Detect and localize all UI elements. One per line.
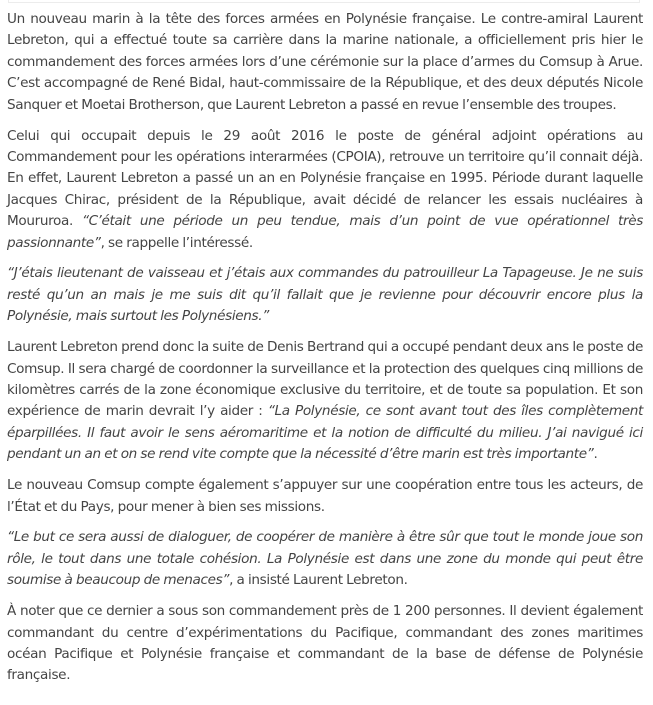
paragraph-conclusion — [7, 601, 643, 687]
paragraph-succession — [7, 337, 643, 465]
quote-tense-period: “C’était une période un peu tendue, mais d’un point de vue opérationnel très passionnante” — [7, 213, 643, 251]
paragraph-intro-text: Un nouveau marin à la tête des forces armées en Polynésie française. Le contre-amiral Laurent Lebreton, qui a effectué toute sa carrière dans la marine nationale, a officiellement pris hier le commandement des forces armées lors d’une cérémonie sur la place d’armes du Comsup à Arue. C’est accompagné de René Bidal, haut-commissaire de la République, et des deux députés Nicole Sanquer et Moetai Brotherson, que Laurent Lebreton a passé en revue l’ensemble des troupes. — [7, 11, 643, 113]
top-divider — [8, 0, 640, 3]
paragraph-cooperation — [7, 475, 643, 518]
paragraph-intro — [7, 9, 643, 116]
paragraph-quote-dialogue-tail: , a insisté Laurent Lebreton. — [229, 572, 408, 589]
quote-islands: “La Polynésie, ce sont avant tout des îles complètement éparpillées. Il faut avoir le sens aéromaritime et la notion de difficulté du milieu. J’ai navigué ici pendant un an et on se rend vite compte que la nécessité d’être marin est très importante” — [7, 403, 643, 463]
paragraph-quote-dialogue — [7, 527, 643, 591]
paragraph-cooperation-text: Le nouveau Comsup compte également s’appuyer sur une coopération entre tous les acteurs, de l’État et du Pays, pour mener à bien ses missions. — [7, 477, 643, 515]
paragraph-background-text: Celui qui occupait depuis le 29 août 2016 le poste de général adjoint opérations au Commandement pour les opérations interarmées (CPOIA), retrouve un territoire qu’il connait déjà. En effet, Laurent Lebreton a passé un an en Polynésie française en 1995. Période durant laquelle Jacques Chirac, président de la République, avait décidé de relancer les essais nucléaires à Moururoa. — [7, 127, 643, 230]
paragraph-succession-text: Laurent Lebreton prend donc la suite de Denis Bertrand qui a occupé pendant deux ans le poste de Comsup. Il sera chargé de coordonner la surveillance et la protection des quelques cinq millions de kilomètres carrés de la zone économique exclusive du territoire, et de toute sa population. Et son expérience de marin devrait l’y aider : — [7, 339, 643, 420]
article-body — [7, 9, 643, 696]
quote-dialogue: “Le but ce sera aussi de dialoguer, de coopérer de manière à être sûr que tout le monde joue son rôle, le tout dans une totale cohésion. La Polynésie est dans une zone du monde qui peut être soumise à beaucoup de menaces” — [7, 529, 643, 589]
paragraph-background-tail: , se rappelle l’intéressé. — [100, 234, 253, 251]
paragraph-conclusion-text: À noter que ce dernier a sous son commandement près de 1 200 personnes. Il devient également commandant du centre d’expérimentations du Pacifique, commandant des zones maritimes océan Pacifique et Polynésie française et commandant de la base de défense de Polynésie française. — [7, 603, 643, 684]
paragraph-quote-lieutenant — [7, 263, 643, 327]
paragraph-succession-tail: . — [593, 446, 598, 463]
paragraph-background — [7, 126, 643, 254]
quote-lieutenant: “J’étais lieutenant de vaisseau et j’étais aux commandes du patrouilleur La Tapageuse. Je ne suis resté qu’un an mais je me suis dit qu’il fallait que je revienne pour découvrir encore plus la Polynésie, mais surtout les Polynésiens.” — [7, 265, 643, 325]
